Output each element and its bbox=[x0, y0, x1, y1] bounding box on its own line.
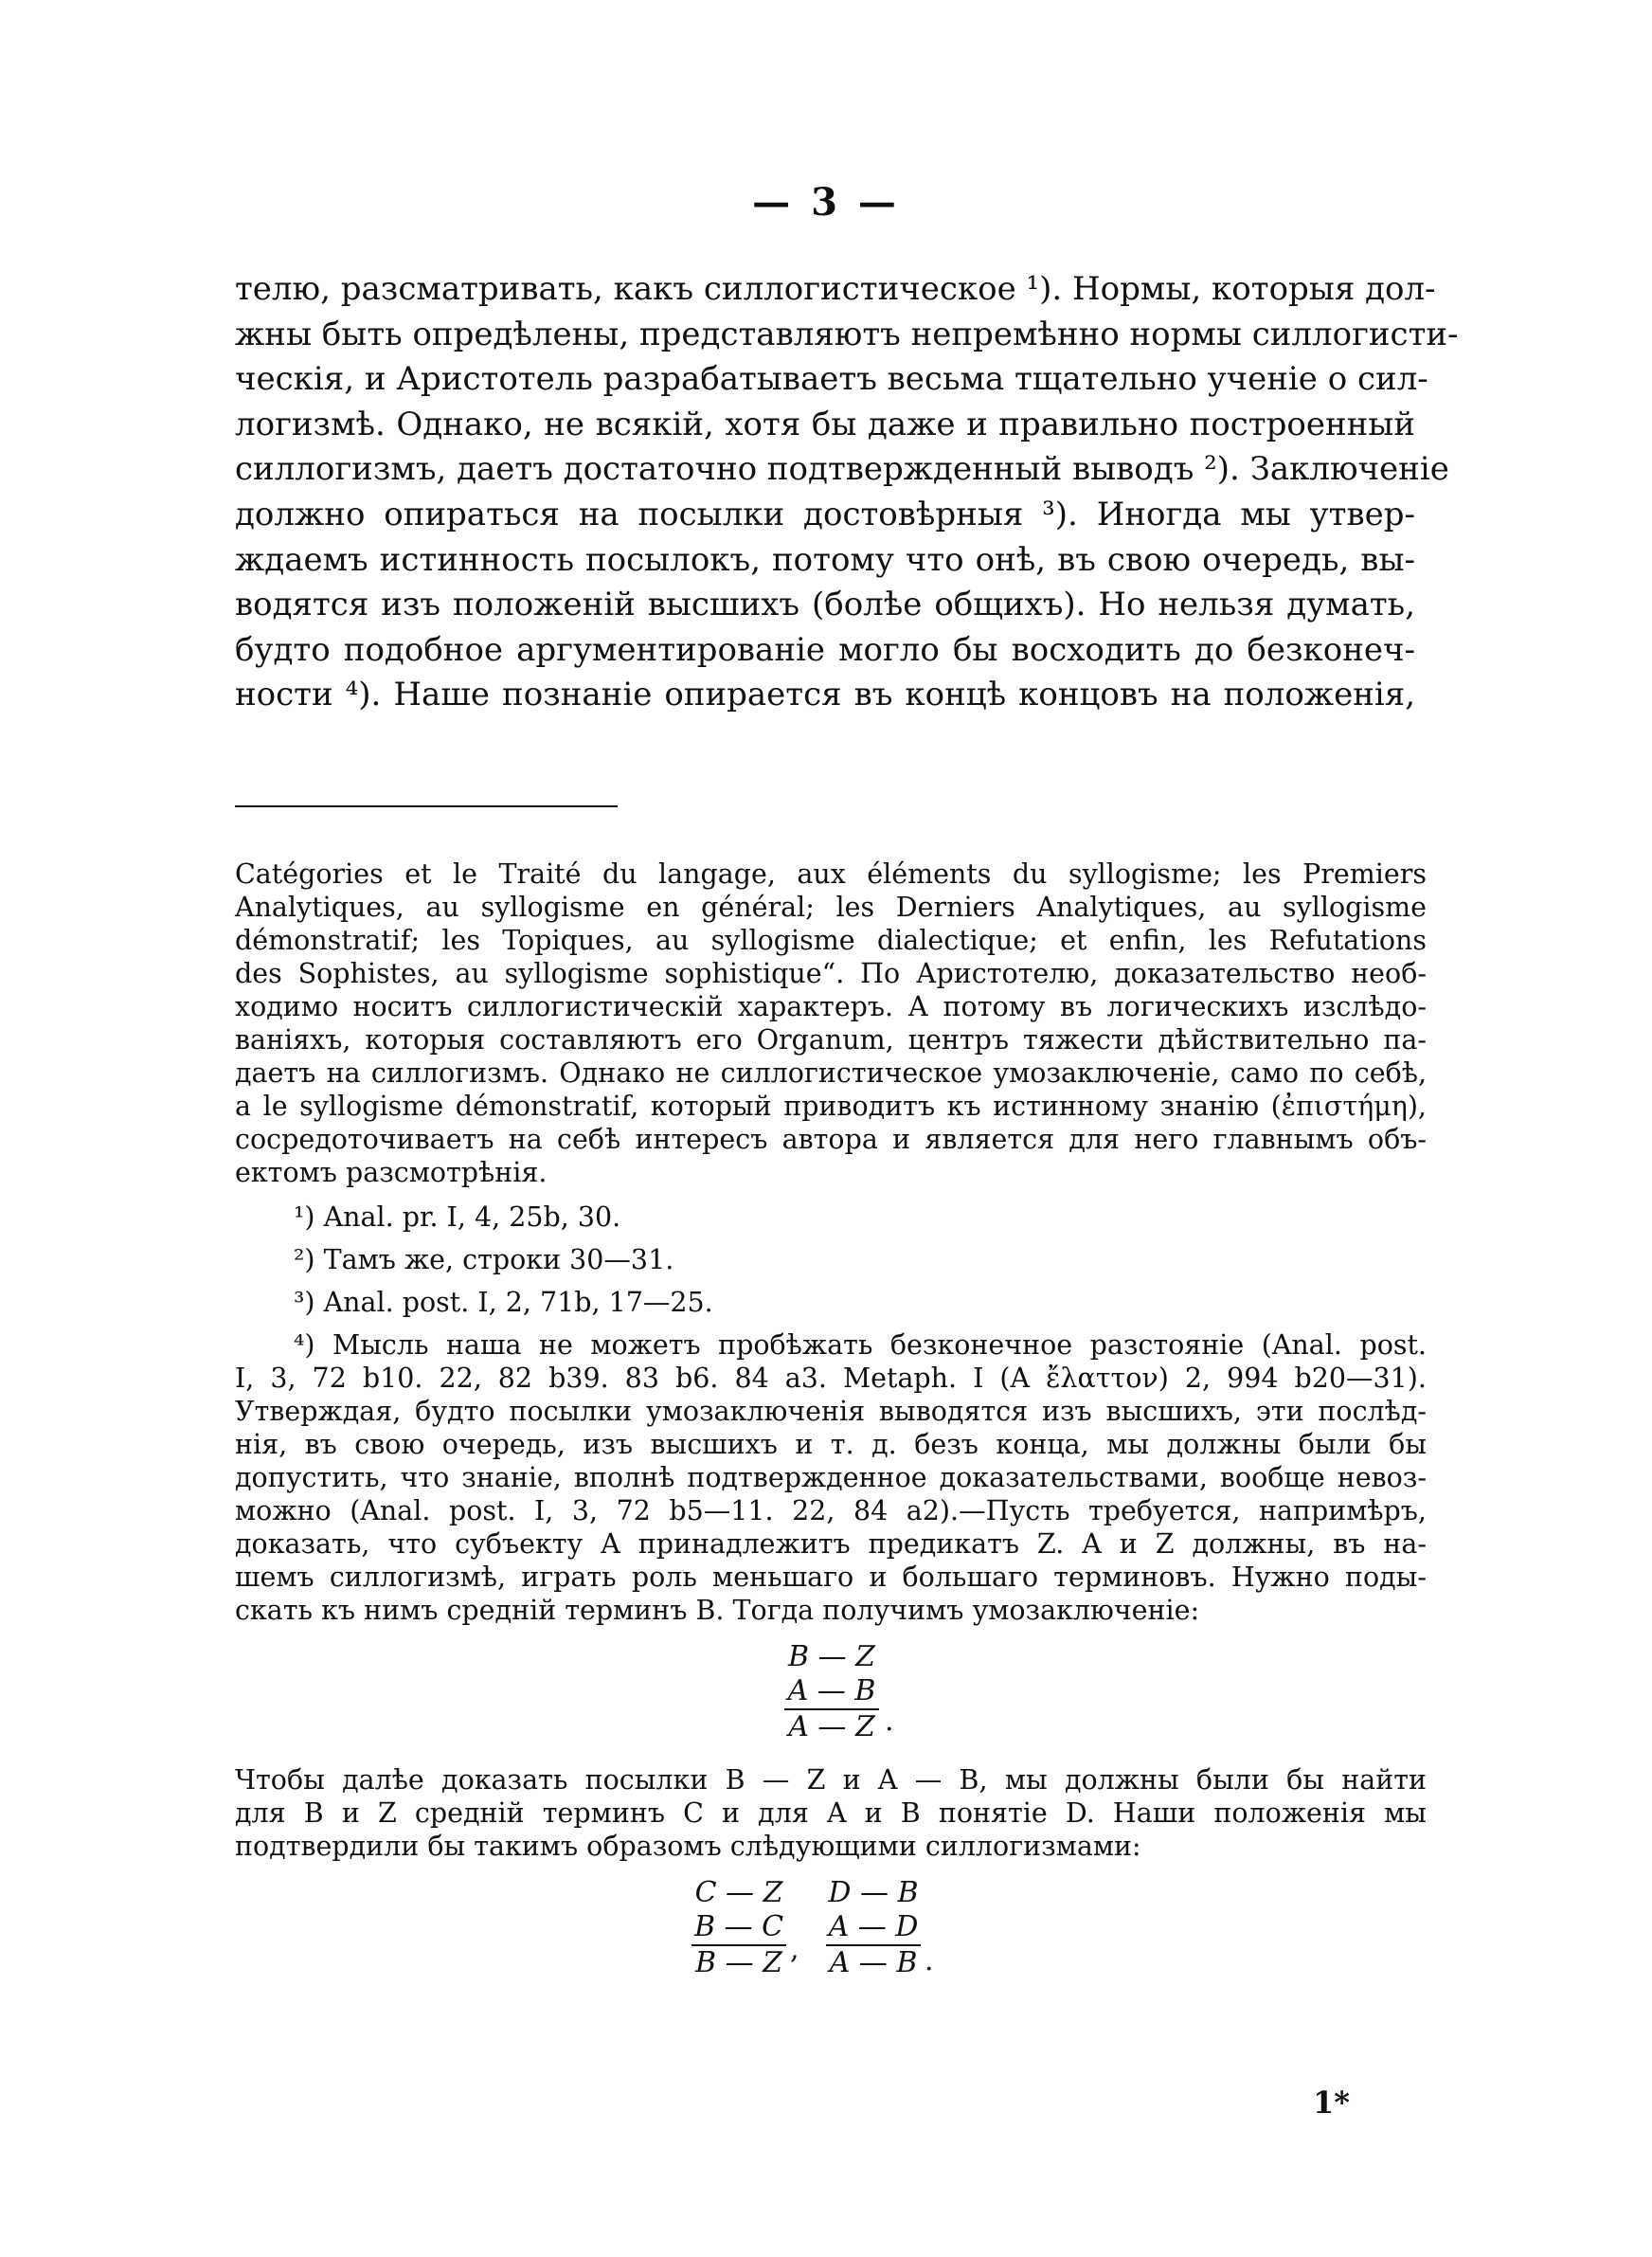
syllogism-3-conclusion: A — B bbox=[826, 1944, 921, 1980]
syllogism-3 bbox=[826, 1876, 921, 1980]
footnote-4-line: нія, въ свою очередь, изъ высшихъ и т. д. безъ конца, мы должны были бы bbox=[235, 1429, 1427, 1460]
syllogism-1-punctuation: . bbox=[885, 1705, 894, 1738]
syllogism-1 bbox=[784, 1640, 879, 1744]
syllogism-2-punctuation: , bbox=[790, 1933, 799, 1966]
syllogism-2-premise-minor: B — C bbox=[693, 1910, 784, 1943]
syllogism-3-punctuation: . bbox=[925, 1944, 934, 1977]
syllogism-3-premise-minor: A — D bbox=[828, 1910, 919, 1943]
main-text-line: ждаемъ истинность посылокъ, потому что онѣ, въ свою очередь, вы- bbox=[235, 540, 1415, 579]
footnote-3: ³) Anal. post. I, 2, 71b, 17—25. bbox=[294, 1287, 713, 1318]
footnote-4-line: для B и Z средній терминъ C и для A и B понятіе D. Наши положенія мы bbox=[235, 1797, 1427, 1829]
syllogism-2-conclusion: B — Z bbox=[691, 1944, 786, 1980]
syllogism-3-premise-major: D — B bbox=[828, 1876, 919, 1909]
footnote-continuation-line: Catégories et le Traité du langage, aux éléments du syllogisme; les Premiers bbox=[235, 858, 1427, 890]
syllogism-1-premise-major: B — Z bbox=[788, 1640, 875, 1673]
footnote-1: ¹) Anal. pr. I, 4, 25b, 30. bbox=[294, 1201, 621, 1233]
footnote-4-line: скать къ нимъ средній терминъ B. Тогда получимъ умозаключеніе: bbox=[235, 1595, 1200, 1626]
page-number: — 3 — bbox=[752, 180, 900, 225]
footnote-4-line: подтвердили бы такимъ образомъ слѣдующими силлогизмами: bbox=[235, 1831, 1141, 1862]
main-text-line: жны быть опредѣлены, представляютъ непремѣнно нормы силлогисти- bbox=[235, 315, 1459, 353]
footnote-4-line: допустить, что знаніе, вполнѣ подтвержденное доказательствами, вообще невоз- bbox=[235, 1462, 1427, 1493]
footnote-continuation-line: Analytiques, au syllogisme en général; les Derniers Analytiques, au syllogisme bbox=[235, 892, 1427, 923]
main-text-line: ности ⁴). Наше познаніе опирается въ концѣ концовъ на положенія, bbox=[235, 676, 1415, 714]
footnote-continuation-line: démonstratif; les Topiques, au syllogisme dialectique; et enfin, les Refutations bbox=[235, 925, 1427, 956]
footnote-2: ²) Тамъ же, строки 30—31. bbox=[294, 1244, 674, 1275]
main-text-line: водятся изъ положеній высшихъ (болѣе общихъ). Но нельзя думать, bbox=[235, 586, 1415, 624]
footnote-continuation-line: a le syllogisme démonstratif, который приводитъ къ истинному знанію (ἐπιστήμη), bbox=[235, 1091, 1427, 1122]
footnote-continuation-line: des Sophistes, au syllogisme sophistique“. По Аристотелю, доказательство необ- bbox=[235, 958, 1427, 989]
footnote-continuation-line: даетъ на силлогизмъ. Однако не силлогистическое умозаключеніе, само по себѣ, bbox=[235, 1057, 1427, 1089]
main-text-line: телю, разсматривать, какъ силлогистическое ¹). Нормы, которыя дол- bbox=[235, 270, 1436, 308]
footnote-separator bbox=[235, 805, 618, 807]
syllogism-1-conclusion: A — Z bbox=[784, 1708, 879, 1744]
syllogism-1-premise-minor: A — B bbox=[787, 1674, 876, 1707]
footnotes-block bbox=[235, 858, 1427, 2003]
syllogism-2-premise-major: C — Z bbox=[694, 1876, 783, 1909]
footnote-continuation-line: ектомъ разсмотрѣнія. bbox=[235, 1157, 548, 1188]
signature-mark: 1* bbox=[1313, 2085, 1350, 2121]
footnote-continuation-line: ваніяхъ, которыя составляютъ его Organum, центръ тяжести дѣйствительно па- bbox=[235, 1024, 1427, 1056]
syllogism-formula-2 bbox=[235, 1876, 1427, 1990]
main-text-line: будто подобное аргументированіе могло бы восходить до безконеч- bbox=[235, 630, 1415, 669]
footnote-4-line: можно (Anal. post. I, 3, 72 b5—11. 22, 84 a2).—Пусть требуется, напримѣръ, bbox=[235, 1495, 1427, 1526]
footnote-4-line: шемъ силлогизмѣ, играть роль меньшаго и большаго терминовъ. Нужно поды- bbox=[235, 1562, 1427, 1593]
footnote-4-line: доказать, что субъекту A принадлежитъ предикатъ Z. A и Z должны, въ на- bbox=[235, 1528, 1427, 1560]
main-text-line: логизмѣ. Однако, не всякій, хотя бы даже и правильно построенный bbox=[235, 405, 1415, 443]
main-text-line: ческія, и Аристотель разрабатываетъ весьма тщательно ученіе о сил- bbox=[235, 360, 1428, 399]
footnote-continuation-line: ходимо носитъ силлогистическій характеръ. А потому въ логическихъ изслѣдо- bbox=[235, 991, 1427, 1022]
footnote-4-line: Утверждая, будто посылки умозаключенія выводятся изъ высшихъ, эти послѣд- bbox=[235, 1396, 1427, 1427]
footnote-4-line: Чтобы далѣе доказать посылки B — Z и A — B, мы должны были бы найти bbox=[235, 1764, 1427, 1796]
syllogism-2 bbox=[691, 1876, 786, 1980]
main-text bbox=[235, 267, 1459, 718]
main-text-line: силлогизмъ, даетъ достаточно подтвержденный выводъ ²). Заключеніе bbox=[235, 450, 1449, 489]
footnote-4-line: I, 3, 72 b10. 22, 82 b39. 83 b6. 84 a3. Metaph. I (A ἔλαττον) 2, 994 b20—31). bbox=[235, 1363, 1427, 1394]
footnote-continuation-line: сосредоточиваетъ на себѣ интересъ автора и является для него главнымъ объ- bbox=[235, 1124, 1427, 1155]
footnote-4 bbox=[235, 1328, 1427, 1990]
footnote-4-line: ⁴) Мысль наша не можетъ пробѣжать безконечное разстояніе (Anal. post. bbox=[294, 1329, 1427, 1361]
main-text-line: должно опираться на посылки достовѣрныя ³). Иногда мы утвер- bbox=[235, 495, 1415, 533]
syllogism-formula-1 bbox=[235, 1640, 1427, 1750]
